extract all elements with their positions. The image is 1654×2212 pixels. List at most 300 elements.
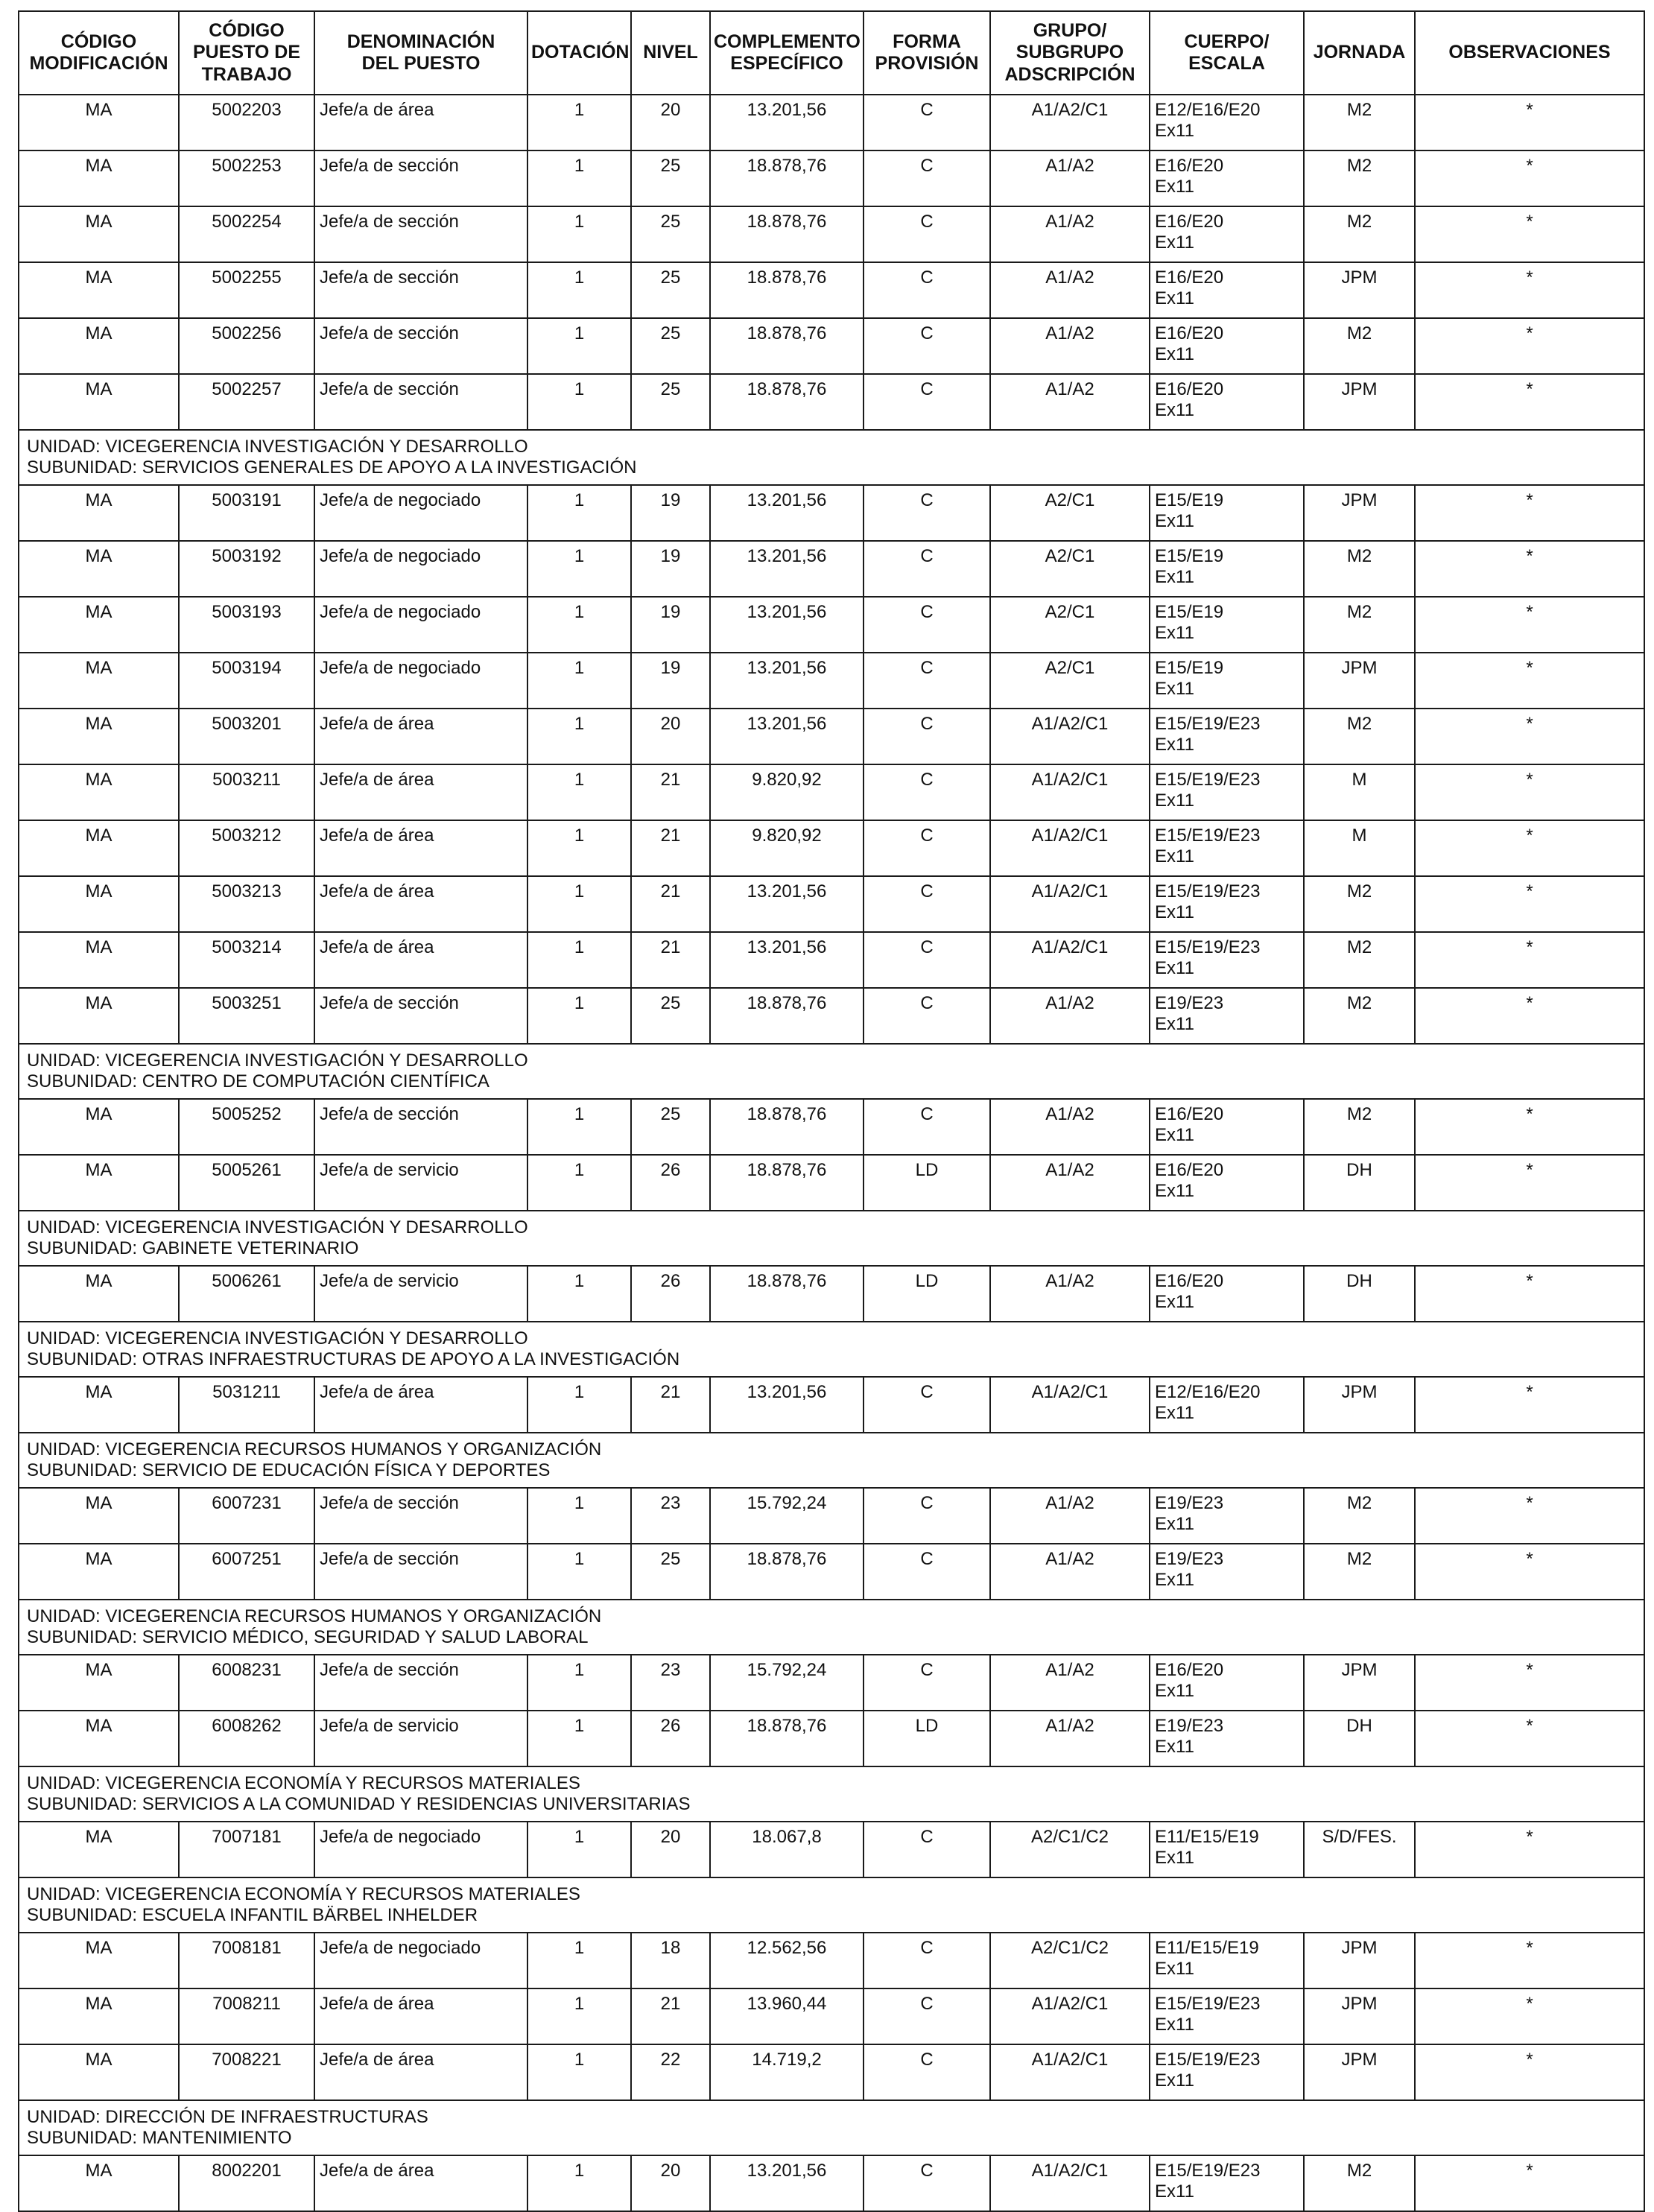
cell-codigo-puesto: 5003192: [179, 541, 314, 597]
cell-codigo-modificacion: MA: [19, 1655, 179, 1711]
cell-forma-provision: C: [864, 2044, 990, 2100]
header-complemento: COMPLEMENTO ESPECÍFICO: [710, 11, 864, 95]
cell-grupo: A1/A2: [990, 262, 1150, 318]
cell-cuerpo: E16/E20 Ex11: [1150, 1155, 1304, 1211]
cell-codigo-modificacion: MA: [19, 1377, 179, 1433]
cell-nivel: 26: [631, 1155, 710, 1211]
cell-complemento: 13.201,56: [710, 709, 864, 764]
cell-grupo: A1/A2: [990, 1155, 1150, 1211]
cell-denominacion: Jefe/a de servicio: [314, 1266, 527, 1322]
cell-denominacion: Jefe/a de área: [314, 2044, 527, 2100]
cell-complemento: 18.067,8: [710, 1822, 864, 1877]
cell-jornada: JPM: [1304, 262, 1415, 318]
cell-complemento: 18.878,76: [710, 318, 864, 374]
cell-forma-provision: C: [864, 709, 990, 764]
table-row: [19, 206, 1644, 262]
cell-jornada: JPM: [1304, 1377, 1415, 1433]
cell-codigo-modificacion: MA: [19, 1988, 179, 2044]
cell-observaciones: *: [1415, 1099, 1644, 1155]
cell-codigo-modificacion: MA: [19, 2155, 179, 2211]
cell-codigo-modificacion: MA: [19, 876, 179, 932]
table-row: [19, 1544, 1644, 1600]
cell-complemento: 13.201,56: [710, 1377, 864, 1433]
section-row: [19, 1322, 1644, 1377]
cell-forma-provision: C: [864, 1377, 990, 1433]
cell-cuerpo: E15/E19/E23 Ex11: [1150, 2044, 1304, 2100]
section-row: [19, 1766, 1644, 1822]
cell-dotacion: 1: [527, 1711, 631, 1766]
header-cuerpo: CUERPO/ ESCALA: [1150, 11, 1304, 95]
cell-nivel: 25: [631, 150, 710, 206]
cell-jornada: M2: [1304, 1544, 1415, 1600]
section-label: UNIDAD: VICEGERENCIA INVESTIGACIÓN Y DESARROLLO SUBUNIDAD: SERVICIOS GENERALES DE APOYO A LA INVESTIGACIÓN: [19, 430, 1644, 485]
cell-cuerpo: E15/E19/E23 Ex11: [1150, 820, 1304, 876]
cell-cuerpo: E15/E19/E23 Ex11: [1150, 876, 1304, 932]
cell-codigo-modificacion: MA: [19, 206, 179, 262]
cell-dotacion: 1: [527, 820, 631, 876]
cell-codigo-puesto: 5003213: [179, 876, 314, 932]
cell-cuerpo: E15/E19/E23 Ex11: [1150, 1988, 1304, 2044]
cell-codigo-puesto: 7008221: [179, 2044, 314, 2100]
cell-forma-provision: C: [864, 1655, 990, 1711]
cell-denominacion: Jefe/a de área: [314, 1377, 527, 1433]
cell-dotacion: 1: [527, 206, 631, 262]
cell-codigo-modificacion: MA: [19, 709, 179, 764]
cell-observaciones: *: [1415, 262, 1644, 318]
cell-complemento: 18.878,76: [710, 988, 864, 1044]
cell-denominacion: Jefe/a de área: [314, 709, 527, 764]
cell-codigo-puesto: 5003211: [179, 764, 314, 820]
cell-grupo: A2/C1: [990, 541, 1150, 597]
cell-nivel: 19: [631, 597, 710, 653]
cell-codigo-puesto: 5003194: [179, 653, 314, 709]
cell-grupo: A1/A2/C1: [990, 1377, 1150, 1433]
table-row: [19, 1933, 1644, 1988]
cell-cuerpo: E19/E23 Ex11: [1150, 1544, 1304, 1600]
cell-cuerpo: E15/E19 Ex11: [1150, 485, 1304, 541]
cell-observaciones: *: [1415, 2044, 1644, 2100]
cell-dotacion: 1: [527, 374, 631, 430]
cell-complemento: 15.792,24: [710, 1655, 864, 1711]
cell-cuerpo: E15/E19 Ex11: [1150, 597, 1304, 653]
cell-forma-provision: C: [864, 2155, 990, 2211]
cell-codigo-puesto: 5003212: [179, 820, 314, 876]
cell-grupo: A1/A2/C1: [990, 932, 1150, 988]
cell-codigo-modificacion: MA: [19, 95, 179, 150]
cell-jornada: M2: [1304, 541, 1415, 597]
cell-codigo-puesto: 5003214: [179, 932, 314, 988]
cell-codigo-puesto: 6007251: [179, 1544, 314, 1600]
cell-complemento: 18.878,76: [710, 374, 864, 430]
cell-observaciones: *: [1415, 374, 1644, 430]
cell-dotacion: 1: [527, 95, 631, 150]
cell-observaciones: *: [1415, 1988, 1644, 2044]
table-row: [19, 374, 1644, 430]
cell-nivel: 21: [631, 820, 710, 876]
document-page: [18, 10, 1644, 2212]
cell-observaciones: *: [1415, 709, 1644, 764]
cell-nivel: 20: [631, 2155, 710, 2211]
cell-denominacion: Jefe/a de área: [314, 2155, 527, 2211]
cell-grupo: A1/A2/C1: [990, 709, 1150, 764]
cell-observaciones: *: [1415, 206, 1644, 262]
cell-jornada: M2: [1304, 2155, 1415, 2211]
section-label: UNIDAD: VICEGERENCIA INVESTIGACIÓN Y DESARROLLO SUBUNIDAD: GABINETE VETERINARIO: [19, 1211, 1644, 1266]
cell-nivel: 19: [631, 653, 710, 709]
header-forma-provision: FORMA PROVISIÓN: [864, 11, 990, 95]
cell-cuerpo: E11/E15/E19 Ex11: [1150, 1822, 1304, 1877]
cell-jornada: M2: [1304, 597, 1415, 653]
cell-grupo: A1/A2/C1: [990, 764, 1150, 820]
cell-complemento: 18.878,76: [710, 150, 864, 206]
cell-observaciones: *: [1415, 95, 1644, 150]
cell-nivel: 21: [631, 1988, 710, 2044]
table-row: [19, 764, 1644, 820]
cell-denominacion: Jefe/a de sección: [314, 1544, 527, 1600]
cell-grupo: A1/A2: [990, 1711, 1150, 1766]
table-row: [19, 709, 1644, 764]
cell-complemento: 18.878,76: [710, 1711, 864, 1766]
cell-complemento: 13.201,56: [710, 95, 864, 150]
cell-observaciones: *: [1415, 1655, 1644, 1711]
cell-grupo: A2/C1: [990, 597, 1150, 653]
cell-complemento: 18.878,76: [710, 206, 864, 262]
table-row: [19, 597, 1644, 653]
cell-denominacion: Jefe/a de sección: [314, 1655, 527, 1711]
cell-observaciones: *: [1415, 1933, 1644, 1988]
cell-denominacion: Jefe/a de área: [314, 932, 527, 988]
cell-complemento: 13.201,56: [710, 653, 864, 709]
cell-grupo: A1/A2: [990, 150, 1150, 206]
cell-observaciones: *: [1415, 1155, 1644, 1211]
cell-codigo-modificacion: MA: [19, 1099, 179, 1155]
cell-denominacion: Jefe/a de área: [314, 95, 527, 150]
cell-cuerpo: E15/E19/E23 Ex11: [1150, 932, 1304, 988]
cell-denominacion: Jefe/a de sección: [314, 318, 527, 374]
cell-nivel: 25: [631, 262, 710, 318]
table-body: [19, 95, 1644, 2211]
cell-observaciones: *: [1415, 541, 1644, 597]
cell-grupo: A1/A2/C1: [990, 2044, 1150, 2100]
header-denominacion: DENOMINACIÓN DEL PUESTO: [314, 11, 527, 95]
cell-nivel: 25: [631, 374, 710, 430]
cell-denominacion: Jefe/a de servicio: [314, 1155, 527, 1211]
cell-codigo-puesto: 6007231: [179, 1488, 314, 1544]
cell-denominacion: Jefe/a de sección: [314, 1488, 527, 1544]
cell-nivel: 25: [631, 318, 710, 374]
cell-nivel: 25: [631, 1544, 710, 1600]
header-jornada: JORNADA: [1304, 11, 1415, 95]
cell-dotacion: 1: [527, 262, 631, 318]
cell-grupo: A1/A2/C1: [990, 95, 1150, 150]
cell-nivel: 20: [631, 709, 710, 764]
cell-forma-provision: C: [864, 1933, 990, 1988]
cell-observaciones: *: [1415, 1488, 1644, 1544]
cell-jornada: DH: [1304, 1155, 1415, 1211]
cell-codigo-puesto: 5002254: [179, 206, 314, 262]
cell-nivel: 21: [631, 876, 710, 932]
section-row: [19, 1211, 1644, 1266]
cell-dotacion: 1: [527, 764, 631, 820]
cell-dotacion: 1: [527, 1655, 631, 1711]
cell-codigo-modificacion: MA: [19, 764, 179, 820]
cell-cuerpo: E16/E20 Ex11: [1150, 1266, 1304, 1322]
section-label: UNIDAD: VICEGERENCIA ECONOMÍA Y RECURSOS MATERIALES SUBUNIDAD: SERVICIOS A LA COMUNIDAD Y RESIDENCIAS UNIVERSITARIAS: [19, 1766, 1644, 1822]
cell-codigo-puesto: 5002256: [179, 318, 314, 374]
cell-cuerpo: E19/E23 Ex11: [1150, 988, 1304, 1044]
cell-nivel: 20: [631, 1822, 710, 1877]
cell-grupo: A1/A2: [990, 1544, 1150, 1600]
cell-denominacion: Jefe/a de sección: [314, 1099, 527, 1155]
table-row: [19, 318, 1644, 374]
cell-observaciones: *: [1415, 1822, 1644, 1877]
cell-jornada: JPM: [1304, 653, 1415, 709]
cell-denominacion: Jefe/a de área: [314, 876, 527, 932]
cell-complemento: 13.960,44: [710, 1988, 864, 2044]
section-label: UNIDAD: VICEGERENCIA RECURSOS HUMANOS Y ORGANIZACIÓN SUBUNIDAD: SERVICIO DE EDUCACIÓN FÍSICA Y DEPORTES: [19, 1433, 1644, 1488]
section-row: [19, 1044, 1644, 1099]
table-row: [19, 150, 1644, 206]
cell-cuerpo: E15/E19/E23 Ex11: [1150, 709, 1304, 764]
cell-forma-provision: C: [864, 820, 990, 876]
cell-cuerpo: E19/E23 Ex11: [1150, 1711, 1304, 1766]
cell-cuerpo: E12/E16/E20 Ex11: [1150, 1377, 1304, 1433]
cell-dotacion: 1: [527, 932, 631, 988]
table-row: [19, 485, 1644, 541]
cell-grupo: A2/C1: [990, 653, 1150, 709]
cell-cuerpo: E16/E20 Ex11: [1150, 150, 1304, 206]
section-row: [19, 2100, 1644, 2155]
cell-nivel: 23: [631, 1655, 710, 1711]
positions-table: [18, 10, 1645, 2212]
table-row: [19, 95, 1644, 150]
cell-jornada: DH: [1304, 1266, 1415, 1322]
section-label: UNIDAD: VICEGERENCIA ECONOMÍA Y RECURSOS MATERIALES SUBUNIDAD: ESCUELA INFANTIL BÄRBEL INHELDER: [19, 1877, 1644, 1933]
cell-denominacion: Jefe/a de sección: [314, 374, 527, 430]
cell-jornada: JPM: [1304, 1933, 1415, 1988]
table-row: [19, 1655, 1644, 1711]
cell-denominacion: Jefe/a de negociado: [314, 1933, 527, 1988]
cell-codigo-puesto: 5005261: [179, 1155, 314, 1211]
cell-jornada: M2: [1304, 988, 1415, 1044]
section-label: UNIDAD: VICEGERENCIA INVESTIGACIÓN Y DESARROLLO SUBUNIDAD: OTRAS INFRAESTRUCTURAS DE APOYO A LA INVESTIGACIÓN: [19, 1322, 1644, 1377]
table-row: [19, 262, 1644, 318]
cell-denominacion: Jefe/a de negociado: [314, 541, 527, 597]
cell-codigo-puesto: 5006261: [179, 1266, 314, 1322]
cell-denominacion: Jefe/a de sección: [314, 150, 527, 206]
cell-observaciones: *: [1415, 876, 1644, 932]
cell-codigo-puesto: 5002257: [179, 374, 314, 430]
cell-denominacion: Jefe/a de área: [314, 1988, 527, 2044]
cell-dotacion: 1: [527, 541, 631, 597]
cell-grupo: A1/A2: [990, 374, 1150, 430]
cell-dotacion: 1: [527, 2155, 631, 2211]
cell-grupo: A1/A2: [990, 988, 1150, 1044]
cell-codigo-puesto: 5002255: [179, 262, 314, 318]
cell-codigo-modificacion: MA: [19, 988, 179, 1044]
table-row: [19, 653, 1644, 709]
cell-cuerpo: E16/E20 Ex11: [1150, 1655, 1304, 1711]
cell-jornada: M: [1304, 764, 1415, 820]
cell-forma-provision: C: [864, 374, 990, 430]
cell-nivel: 20: [631, 95, 710, 150]
cell-observaciones: *: [1415, 1266, 1644, 1322]
cell-forma-provision: C: [864, 653, 990, 709]
section-row: [19, 1433, 1644, 1488]
cell-grupo: A1/A2: [990, 1488, 1150, 1544]
cell-forma-provision: C: [864, 1822, 990, 1877]
cell-complemento: 13.201,56: [710, 932, 864, 988]
cell-codigo-modificacion: MA: [19, 374, 179, 430]
cell-dotacion: 1: [527, 653, 631, 709]
table-row: [19, 1488, 1644, 1544]
cell-dotacion: 1: [527, 1822, 631, 1877]
cell-codigo-puesto: 5002203: [179, 95, 314, 150]
cell-observaciones: *: [1415, 485, 1644, 541]
table-row: [19, 1099, 1644, 1155]
cell-cuerpo: E16/E20 Ex11: [1150, 206, 1304, 262]
header-dotacion: DOTACIÓN: [527, 11, 631, 95]
cell-nivel: 21: [631, 1377, 710, 1433]
cell-codigo-modificacion: MA: [19, 1544, 179, 1600]
cell-denominacion: Jefe/a de sección: [314, 206, 527, 262]
cell-observaciones: *: [1415, 1544, 1644, 1600]
cell-codigo-puesto: 7008181: [179, 1933, 314, 1988]
cell-grupo: A2/C1: [990, 485, 1150, 541]
cell-codigo-puesto: 7008211: [179, 1988, 314, 2044]
cell-grupo: A1/A2/C1: [990, 820, 1150, 876]
cell-jornada: M2: [1304, 95, 1415, 150]
cell-dotacion: 1: [527, 1099, 631, 1155]
cell-observaciones: *: [1415, 764, 1644, 820]
cell-nivel: 18: [631, 1933, 710, 1988]
cell-denominacion: Jefe/a de negociado: [314, 1822, 527, 1877]
cell-dotacion: 1: [527, 1933, 631, 1988]
table-row: [19, 876, 1644, 932]
cell-codigo-modificacion: MA: [19, 1822, 179, 1877]
cell-codigo-modificacion: MA: [19, 653, 179, 709]
cell-denominacion: Jefe/a de negociado: [314, 653, 527, 709]
cell-observaciones: *: [1415, 988, 1644, 1044]
cell-forma-provision: C: [864, 541, 990, 597]
cell-complemento: 18.878,76: [710, 1099, 864, 1155]
cell-nivel: 23: [631, 1488, 710, 1544]
cell-forma-provision: C: [864, 150, 990, 206]
cell-forma-provision: C: [864, 485, 990, 541]
cell-cuerpo: E19/E23 Ex11: [1150, 1488, 1304, 1544]
cell-forma-provision: C: [864, 95, 990, 150]
cell-jornada: M2: [1304, 876, 1415, 932]
table-row: [19, 1822, 1644, 1877]
cell-denominacion: Jefe/a de área: [314, 820, 527, 876]
cell-complemento: 15.792,24: [710, 1488, 864, 1544]
cell-codigo-puesto: 5002253: [179, 150, 314, 206]
cell-codigo-puesto: 5003201: [179, 709, 314, 764]
cell-nivel: 21: [631, 932, 710, 988]
table-row: [19, 1711, 1644, 1766]
cell-codigo-modificacion: MA: [19, 597, 179, 653]
cell-grupo: A1/A2: [990, 318, 1150, 374]
table-row: [19, 1377, 1644, 1433]
cell-jornada: S/D/FES.: [1304, 1822, 1415, 1877]
cell-jornada: M2: [1304, 1099, 1415, 1155]
cell-dotacion: 1: [527, 1544, 631, 1600]
cell-dotacion: 1: [527, 318, 631, 374]
cell-observaciones: *: [1415, 150, 1644, 206]
section-row: [19, 430, 1644, 485]
cell-forma-provision: LD: [864, 1266, 990, 1322]
cell-codigo-modificacion: MA: [19, 318, 179, 374]
cell-codigo-modificacion: MA: [19, 932, 179, 988]
table-row: [19, 2155, 1644, 2211]
cell-observaciones: *: [1415, 2155, 1644, 2211]
cell-codigo-modificacion: MA: [19, 150, 179, 206]
cell-nivel: 26: [631, 1711, 710, 1766]
cell-forma-provision: LD: [864, 1711, 990, 1766]
cell-cuerpo: E15/E19 Ex11: [1150, 653, 1304, 709]
cell-denominacion: Jefe/a de sección: [314, 262, 527, 318]
cell-jornada: JPM: [1304, 1655, 1415, 1711]
table-row: [19, 541, 1644, 597]
cell-nivel: 19: [631, 485, 710, 541]
table-row: [19, 2044, 1644, 2100]
header-codigo-puesto: CÓDIGO PUESTO DE TRABAJO: [179, 11, 314, 95]
header-observaciones: OBSERVACIONES: [1415, 11, 1644, 95]
cell-jornada: M2: [1304, 932, 1415, 988]
cell-codigo-puesto: 6008231: [179, 1655, 314, 1711]
header-nivel: NIVEL: [631, 11, 710, 95]
table-row: [19, 820, 1644, 876]
cell-dotacion: 1: [527, 1266, 631, 1322]
cell-complemento: 9.820,92: [710, 764, 864, 820]
cell-codigo-modificacion: MA: [19, 1711, 179, 1766]
cell-complemento: 14.719,2: [710, 2044, 864, 2100]
cell-codigo-puesto: 5003191: [179, 485, 314, 541]
cell-forma-provision: C: [864, 1488, 990, 1544]
cell-forma-provision: C: [864, 1988, 990, 2044]
cell-jornada: M2: [1304, 150, 1415, 206]
cell-dotacion: 1: [527, 597, 631, 653]
cell-forma-provision: LD: [864, 1155, 990, 1211]
cell-codigo-puesto: 6008262: [179, 1711, 314, 1766]
cell-grupo: A1/A2/C1: [990, 1988, 1150, 2044]
cell-dotacion: 1: [527, 1155, 631, 1211]
cell-jornada: JPM: [1304, 1988, 1415, 2044]
cell-nivel: 19: [631, 541, 710, 597]
cell-denominacion: Jefe/a de área: [314, 764, 527, 820]
cell-complemento: 13.201,56: [710, 541, 864, 597]
cell-forma-provision: C: [864, 597, 990, 653]
cell-grupo: A1/A2: [990, 1266, 1150, 1322]
cell-dotacion: 1: [527, 1377, 631, 1433]
cell-denominacion: Jefe/a de negociado: [314, 597, 527, 653]
cell-complemento: 13.201,56: [710, 2155, 864, 2211]
cell-observaciones: *: [1415, 820, 1644, 876]
cell-dotacion: 1: [527, 1488, 631, 1544]
cell-cuerpo: E16/E20 Ex11: [1150, 262, 1304, 318]
cell-dotacion: 1: [527, 150, 631, 206]
cell-complemento: 13.201,56: [710, 876, 864, 932]
cell-observaciones: *: [1415, 1377, 1644, 1433]
header-row: [19, 11, 1644, 95]
cell-dotacion: 1: [527, 709, 631, 764]
cell-denominacion: Jefe/a de negociado: [314, 485, 527, 541]
cell-forma-provision: C: [864, 1544, 990, 1600]
cell-forma-provision: C: [864, 988, 990, 1044]
section-row: [19, 1600, 1644, 1655]
cell-nivel: 25: [631, 1099, 710, 1155]
cell-cuerpo: E15/E19 Ex11: [1150, 541, 1304, 597]
